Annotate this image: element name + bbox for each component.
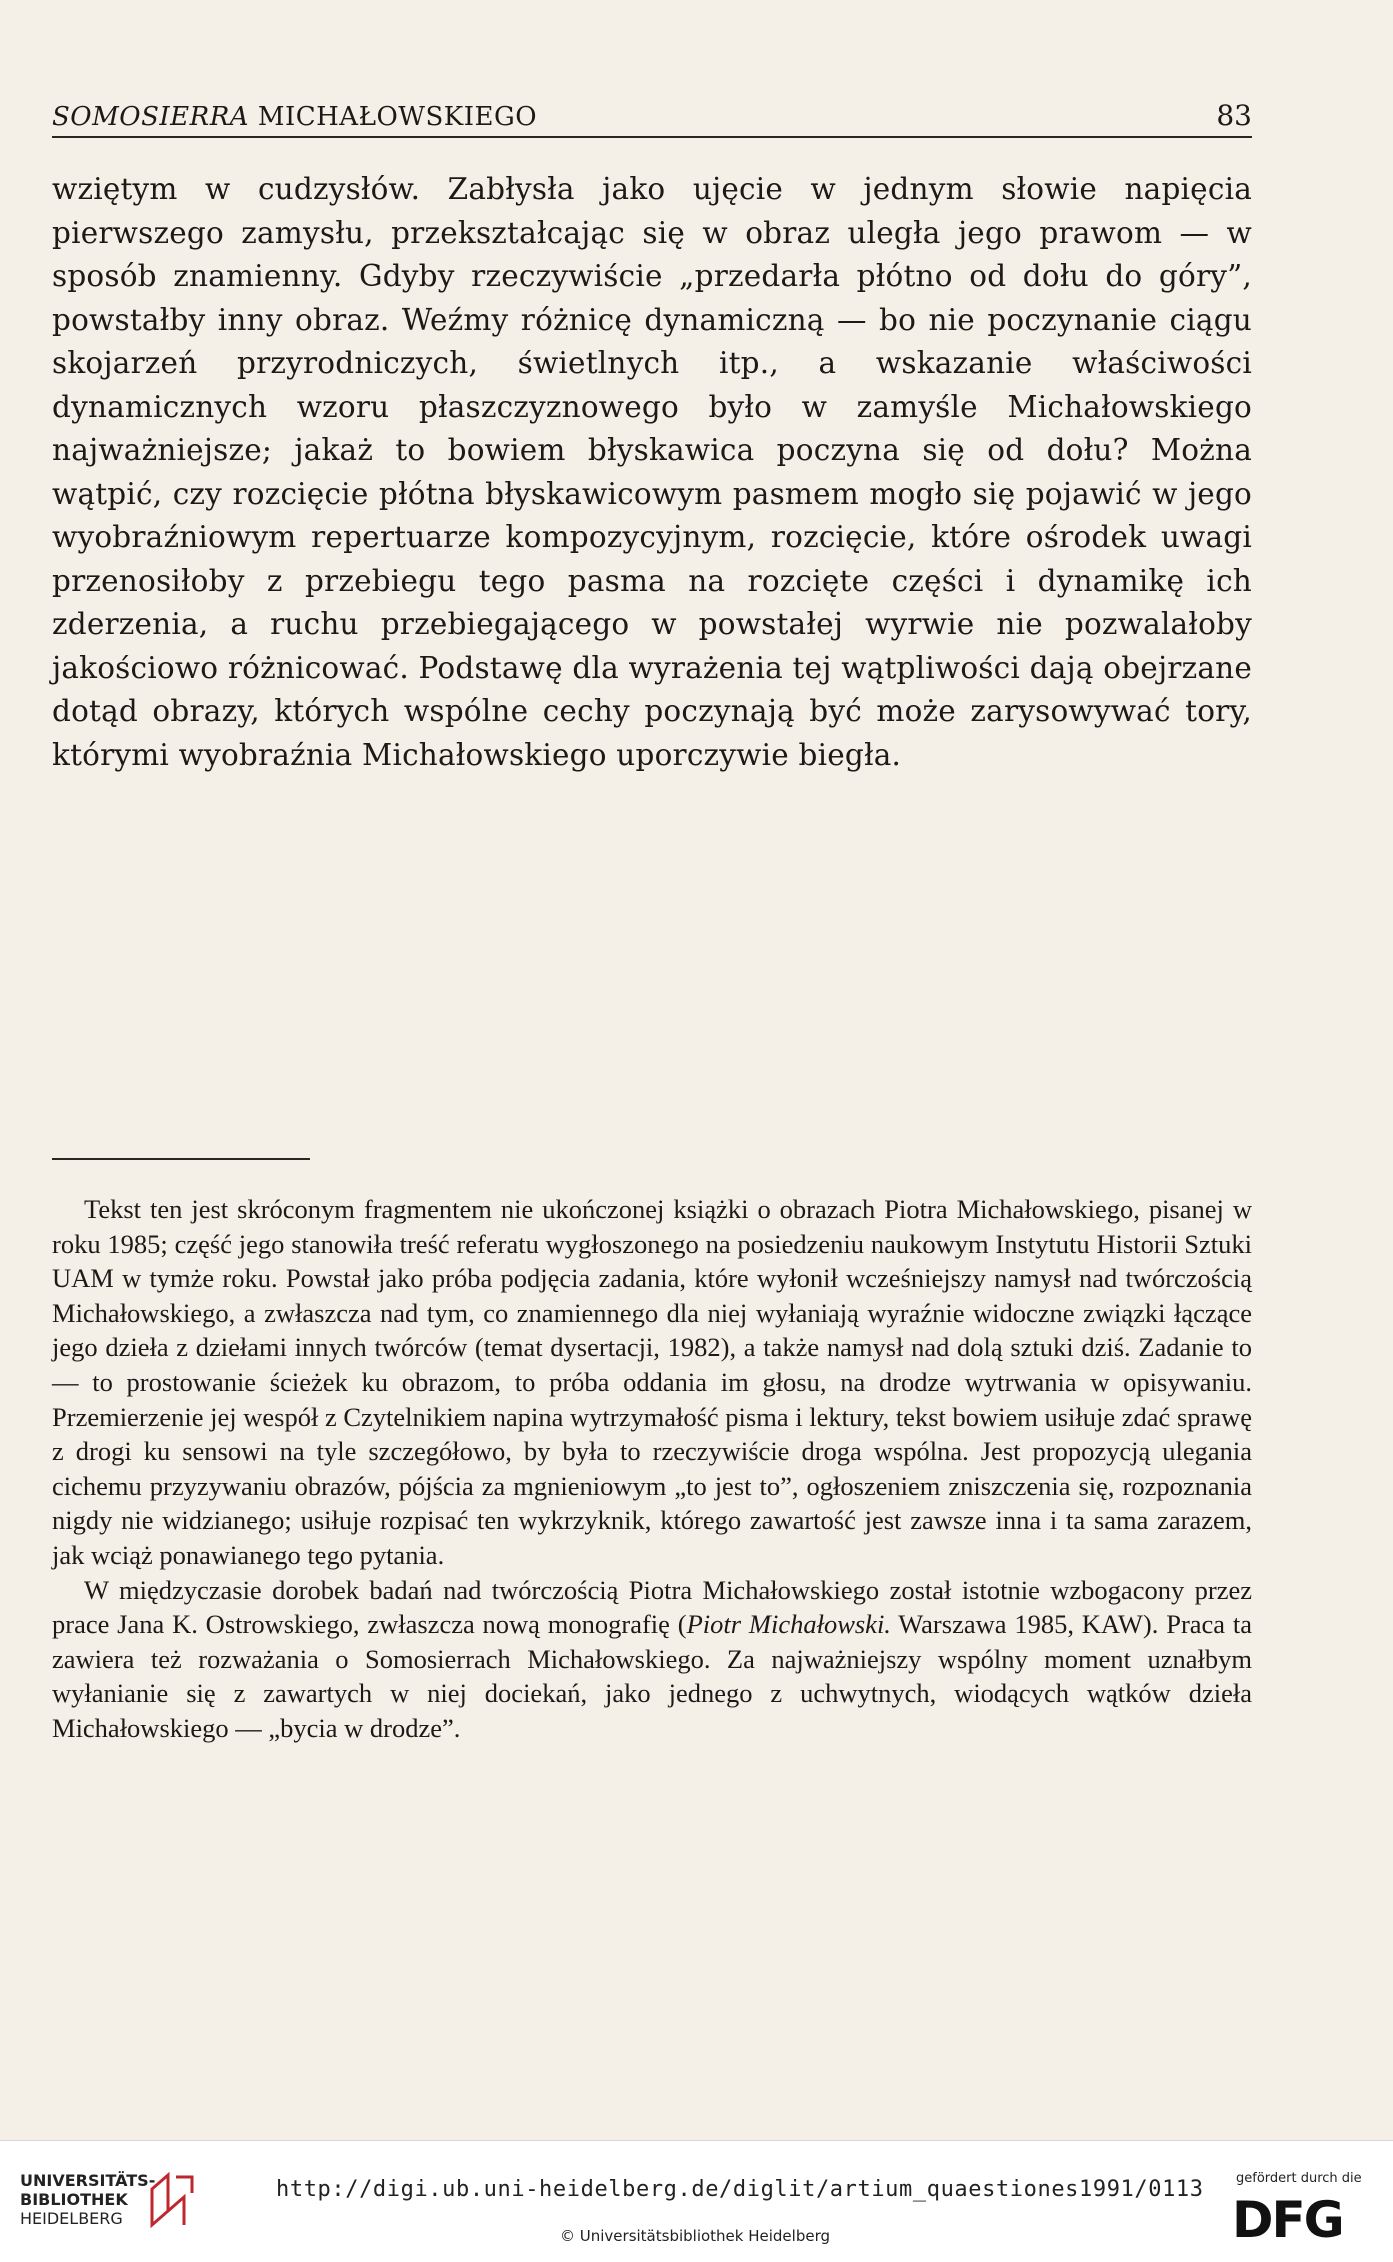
body-text xyxy=(52,168,1252,777)
library-logo-icon xyxy=(146,2167,196,2229)
library-name xyxy=(20,2171,155,2228)
footnote-paragraph-1: Tekst ten jest skróconym fragmentem nie ukończonej książki o obrazach Piotra Michałowskiego, pisanej w roku 1985; część jego stanowiła treść referatu wygłoszonego na posiedzeniu naukowym Instytutu Historii Sztuki UAM w tymże roku. Powstał jako próba podjęcia zadania, które wyłonił wcześniejszy namysł nad twórczością Michałowskiego, a zwłaszcza nad tym, co znamiennego dla niej wyłaniają wyraźnie widoczne związki łączące jego dzieła z dziełami innych twórców (temat dysertacji, 1982), a także namysł nad dolą sztuki dziś. Zadanie to — to prostowanie ścieżek ku obrazom, to próba oddania im głosu, na drodze wytrwania w opisywaniu. Przemierzenie jej wespół z Czytelnikiem napina wytrzymałość pisma i lektury, tekst bowiem usiłuje zdać sprawę z drogi ku sensowi na tyle szczegółowo, by była to rzeczywiście droga wspólna. Jest propozycją ulegania cichemu przyzywaniu obrazów, pójścia za mgnieniowym „to jest to”, ogłoszeniem zniszczenia się, rozpoznania nigdy nie widzianego; usiłuje rozpisać ten wykrzyknik, którego zawartość jest zawsze inna i ta sama zarazem, jak wciąż ponawianego tego pytania. xyxy=(52,1194,1252,1570)
running-title-italic: SOMOSIERRA xyxy=(52,102,250,132)
digitization-footer xyxy=(0,2140,1393,2262)
dfg-funding-label: gefördert durch die xyxy=(1236,2171,1362,2186)
body-paragraph: wziętym w cudzysłów. Zabłysła jako ujęcie w jednym słowie napięcia pierwszego zamysłu, przekształcając się w obraz uległa jego prawom — w sposób znamienny. Gdyby rzeczywiście „przedarła płótno od dołu do góry”, powstałby inny obraz. Weźmy różnicę dynamiczną — bo nie poczynanie ciągu skojarzeń przyrodniczych, świetlnych itp., a wskazanie właściwości dynamicznych wzoru płaszczyznowego było w zamyśle Michałowskiego najważniejsze; jakaż to bowiem błyskawica poczyna się od dołu? Można wątpić, czy rozcięcie płótna błyskawicowym pasmem mogło się pojawić w jego wyobraźniowym repertuarze kompozycyjnym, rozcięcie, które ośrodek uwagi przenosiłoby z przebiegu tego pasma na rozcięte części i dynamikę ich zderzenia, a ruchu przebiegającego w powstałej wyrwie nie pozwalałoby jakościowo różnicować. Podstawę dla wyrażenia tej wątpliwości dają obejrzane dotąd obrazy, których wspólne cechy poczynają być może zarysowywać tory, którymi wyobraźnia Michałowskiego uporczywie biegła. xyxy=(52,172,1252,772)
dfg-logo: DFG xyxy=(1232,2191,1343,2249)
book-title: Piotr Michałowski. xyxy=(686,1609,891,1640)
copyright-notice: © Universitätsbibliothek Heidelberg xyxy=(560,2227,831,2245)
running-title xyxy=(52,102,537,132)
footnote-paragraph-2 xyxy=(52,1573,1252,1746)
running-title-rest: MICHAŁOWSKIEGO xyxy=(249,102,538,132)
library-line-2: BIBLIOTHEK xyxy=(20,2190,128,2209)
footnote xyxy=(52,1192,1252,1746)
footnote-p2-after: Warszawa 1985, KAW). Praca ta zawiera też rozważania o Somosierrach Michałowskiego. Za najważniejszy wspólny moment uznałbym wyłanianie się z zawartych w niej dociekań, jako jednego z uchwytnych, wiodących wątków dzieła Michałowskiego — „bycia w drodze”. xyxy=(52,1609,1253,1743)
running-header xyxy=(52,92,1252,138)
permalink-url[interactable]: http://digi.ub.uni-heidelberg.de/diglit/artium_quaestiones1991/0113 xyxy=(276,2177,1204,2202)
page-number: 83 xyxy=(1216,99,1252,132)
library-line-3: HEIDELBERG xyxy=(20,2209,123,2228)
footnote-p2-before: W międzyczasie dorobek badań nad twórczością Piotra Michałowskiego został istotnie wzbogacony przez prace Jana K. Ostrowskiego, zwłaszcza nową monografię ( xyxy=(52,1574,1252,1640)
footnote-separator xyxy=(52,1158,310,1160)
library-line-1: UNIVERSITÄTS- xyxy=(20,2171,156,2190)
